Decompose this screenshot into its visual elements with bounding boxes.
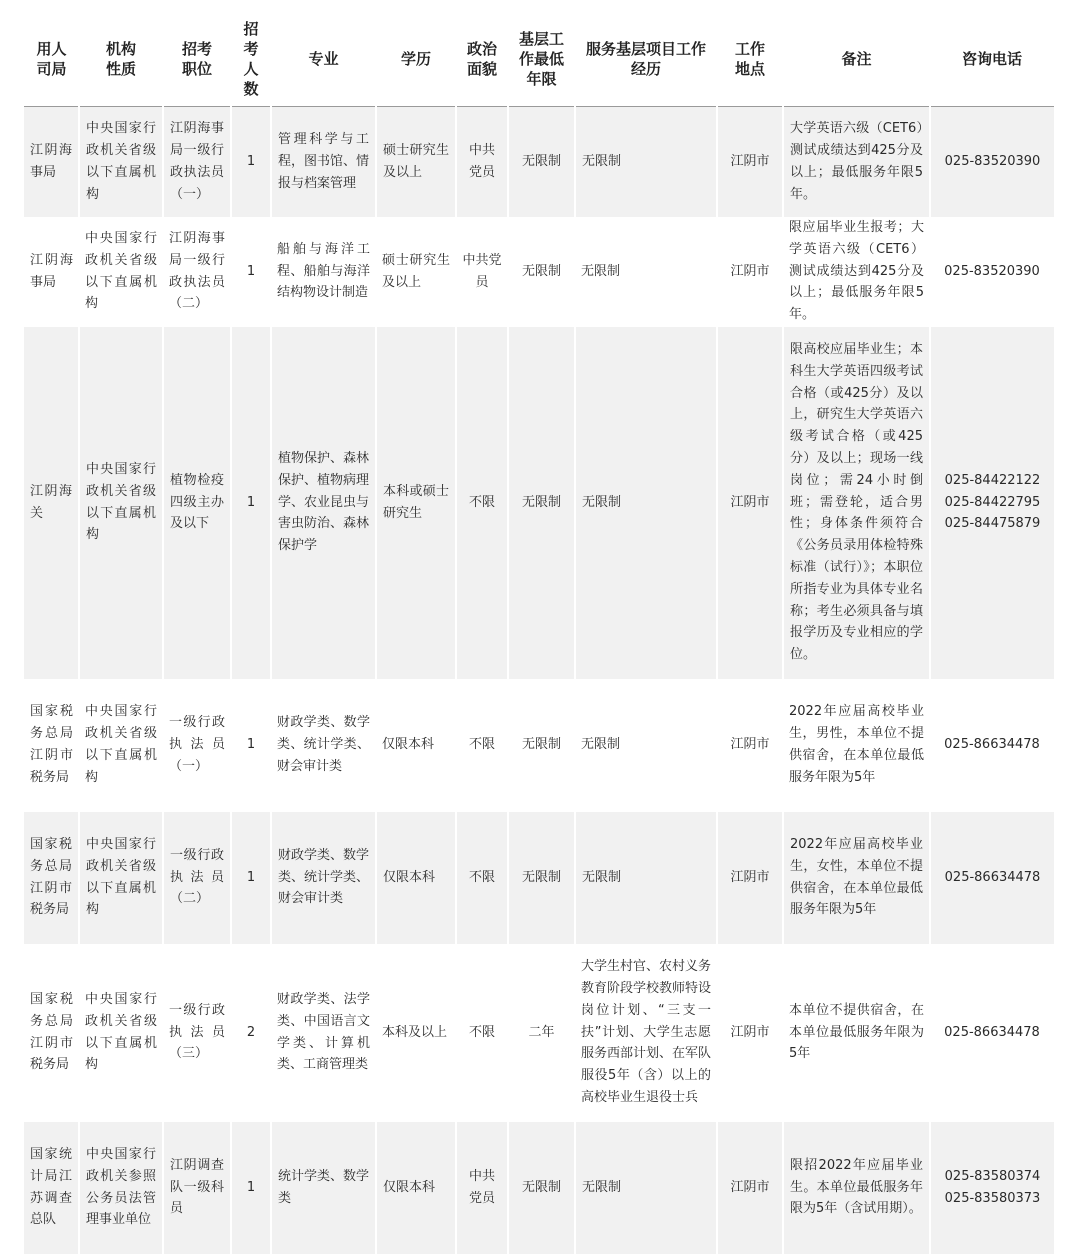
cell-nature: 中央国家行政机关省级以下直属机构 [85,704,157,785]
cell-count: 1 [231,327,271,679]
header-min-years: 基层工 作最低 年限 [508,12,575,107]
header-politics: 政治 面貌 [456,12,508,107]
header-remarks: 备注 [783,12,930,107]
cell-min-years: 无限制 [508,107,575,217]
cell-min-years: 无限制 [508,1122,575,1254]
cell-position: 一级行政执法员（二） [163,812,231,944]
cell-count: 1 [231,1122,271,1254]
cell-major: 财政学类、数学类、统计学类、财会审计类 [271,812,376,944]
cell-nature: 中央国家行政机关省级以下直属机构 [85,230,157,312]
cell-service-exp: 无限制 [575,327,717,679]
table-row [24,217,1054,327]
cell-service-exp: 无限制 [575,812,717,944]
table-row [24,679,1054,812]
cell-education: 仅限本科 [382,737,435,753]
cell-phone: 025-86634478 [944,737,1040,753]
cell-department: 国家税务总局江阴市税务局 [30,704,73,785]
cell-phone: 025-83520390 [930,107,1054,217]
cell-count: 1 [246,263,256,279]
header-nature: 机构 性质 [79,12,163,107]
cell-politics: 中共党员 [456,107,508,217]
cell-position: 江阴海事局一级行政执法员（二） [169,230,225,312]
header-phone: 咨询电话 [930,12,1054,107]
cell-service-exp: 无限制 [581,737,621,753]
cell-position: 一级行政执法员（一） [169,715,225,774]
cell-department: 国家税务总局江阴市税务局 [24,812,79,944]
cell-service-exp: 无限制 [575,1122,717,1254]
cell-phone: 025-83580374 025-83580373 [930,1122,1054,1254]
cell-location: 江阴市 [717,1122,783,1254]
cell-phone: 025-86634478 [944,1024,1040,1040]
table-row [24,1122,1054,1254]
cell-min-years: 无限制 [508,327,575,679]
header-location: 工作 地点 [717,12,783,107]
cell-min-years: 无限制 [508,812,575,944]
cell-location: 江阴市 [730,263,770,279]
table-row [24,812,1054,944]
cell-phone: 025-83520390 [944,263,1040,279]
cell-education: 仅限本科 [376,1122,456,1254]
cell-department: 江阴海事局 [30,252,73,290]
cell-location: 江阴市 [730,737,770,753]
cell-position: 江阴调查队一级科员 [163,1122,231,1254]
cell-major: 财政学类、数学类、统计学类、财会审计类 [277,715,370,774]
cell-remarks: 大学英语六级（CET6）测试成绩达到425分及以上；最低服务年限5年。 [783,107,930,217]
cell-education: 硕士研究生及以上 [376,107,456,217]
cell-remarks: 限招2022年应届毕业生。本单位最低服务年限为5年（含试用期）。 [783,1122,930,1254]
cell-nature: 中央国家行政机关参照公务员法管理事业单位 [79,1122,163,1254]
cell-politics: 不限 [468,737,495,753]
cell-service-exp: 大学生村官、农村义务教育阶段学校教师特设岗位计划、“三支一扶”计划、大学生志愿服务西部计划、在军队服役5年（含）以上的高校毕业生退役士兵 [581,959,712,1105]
cell-min-years: 无限制 [521,263,561,279]
cell-nature: 中央国家行政机关省级以下直属机构 [79,812,163,944]
table-row [24,327,1054,679]
cell-major: 统计学类、数学类 [271,1122,376,1254]
cell-min-years: 二年 [528,1024,555,1040]
cell-remarks: 本单位不提供宿舍，在本单位最低服务年限为5年 [789,1002,924,1062]
cell-position: 一级行政执法员（三） [169,1002,225,1062]
cell-nature: 中央国家行政机关省级以下直属机构 [79,107,163,217]
cell-department: 国家税务总局江阴市税务局 [30,991,73,1073]
cell-location: 江阴市 [717,107,783,217]
cell-remarks: 2022年应届高校毕业生，男性，本单位不提供宿舍，在本单位最低服务年限为5年 [789,704,924,785]
header-education: 学历 [376,12,456,107]
cell-count: 1 [231,812,271,944]
cell-phone: 025-86634478 [930,812,1054,944]
cell-nature: 中央国家行政机关省级以下直属机构 [85,991,157,1073]
cell-department: 江阴海关 [24,327,79,679]
header-major: 专业 [271,12,376,107]
cell-education: 仅限本科 [376,812,456,944]
header-department: 用人 司局 [24,12,79,107]
header-service-exp: 服务基层项目工作 经历 [575,12,717,107]
cell-politics: 不限 [456,327,508,679]
cell-major: 船舶与海洋工程、船舶与海洋结构物设计制造 [277,241,370,301]
cell-position: 植物检疫四级主办及以下 [163,327,231,679]
cell-education: 本科及以上 [382,1024,448,1040]
cell-education: 硕士研究生及以上 [382,252,450,290]
cell-count: 1 [231,107,271,217]
recruitment-table-sheet [24,12,1054,1254]
header-row [24,12,1054,107]
table-row [24,107,1054,217]
cell-phone: 025-84422122 025-84422795 025-84475879 [930,327,1054,679]
cell-location: 江阴市 [717,327,783,679]
cell-position: 江阴海事局一级行政执法员（一） [163,107,231,217]
cell-remarks: 2022年应届高校毕业生，女性，本单位不提供宿舍，在本单位最低服务年限为5年 [783,812,930,944]
cell-remarks: 限应届毕业生报考；大学英语六级（CET6）测试成绩达到425分及以上；最低服务年限5年。 [789,220,924,323]
cell-service-exp: 无限制 [581,263,621,279]
cell-remarks: 限高校应届毕业生；本科生大学英语四级考试合格（或425分）及以上，研究生大学英语六级考试合格（或425分）及以上；现场一线岗位；需24小时倒班；需登轮，适合男性；身体条件须符合《公务员录用体检特殊标准（试行）》；本职位所指专业为具体专业名称；考生必须具备与填报学历及专业相应的学位。 [783,327,930,679]
cell-count: 1 [246,737,256,753]
cell-politics: 不限 [468,1024,495,1040]
cell-politics: 不限 [456,812,508,944]
cell-department: 江阴海事局 [24,107,79,217]
cell-politics: 中共党员 [456,1122,508,1254]
header-position: 招考 职位 [163,12,231,107]
cell-politics: 中共党员 [462,252,502,290]
cell-major: 管理科学与工程，图书馆、情报与档案管理 [271,107,376,217]
cell-department: 国家统计局江苏调查总队 [24,1122,79,1254]
cell-location: 江阴市 [730,1024,770,1040]
cell-major: 财政学类、法学类、中国语言文学类、计算机类、工商管理类 [277,991,370,1073]
cell-location: 江阴市 [717,812,783,944]
cell-min-years: 无限制 [521,737,561,753]
cell-count: 2 [246,1024,256,1040]
cell-major: 植物保护、森林保护、植物病理学、农业昆虫与害虫防治、森林保护学 [271,327,376,679]
cell-service-exp: 无限制 [575,107,717,217]
cell-nature: 中央国家行政机关省级以下直属机构 [79,327,163,679]
header-count: 招 考 人 数 [231,12,271,107]
recruitment-table [24,12,1054,1254]
cell-education: 本科或硕士研究生 [376,327,456,679]
table-row [24,944,1054,1122]
